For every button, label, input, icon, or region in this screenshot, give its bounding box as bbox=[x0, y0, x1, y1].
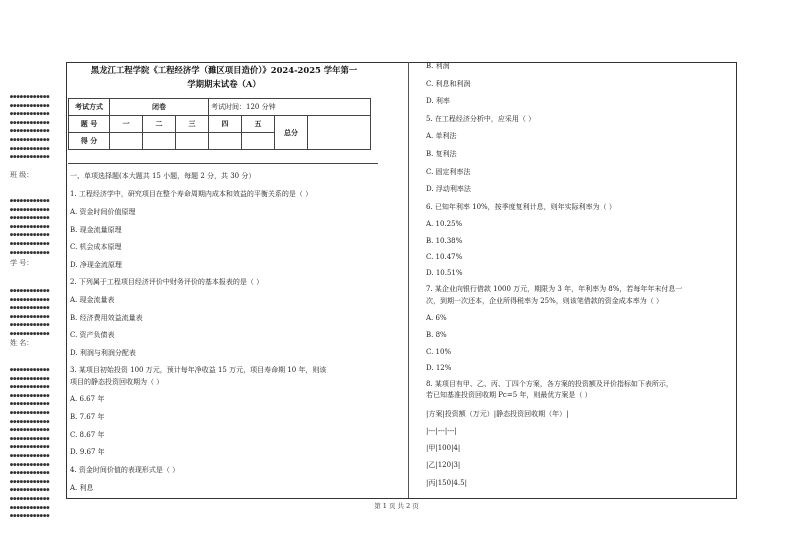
table-markdown-line: |丙|150|4.5| bbox=[426, 479, 467, 487]
section-heading: 一、单项选择题(本大题共 15 小题，每题 2 分，共 30 分） bbox=[70, 172, 256, 180]
option-line: A. 利息 bbox=[70, 484, 94, 492]
question-no-label: 题 号 bbox=[69, 116, 110, 133]
binding-dots: ●●●●●●●●●●●● ●●●●●●●●●●●● ●●●●●●●●●●●● ●●●●●●●●●●●● ●●●●●●●●●●●● ●●●●●●●●●●●● ●●●●●●●●●●●● ●●●●●●●●●●●● bbox=[10, 94, 50, 161]
exam-mode-label: 考试方式 bbox=[69, 99, 110, 116]
question-no-4: 四 bbox=[209, 116, 242, 133]
option-line: C. 利息和利润 bbox=[426, 80, 471, 88]
exam-info-table bbox=[68, 98, 371, 150]
option-line: B. 复利法 bbox=[426, 150, 457, 158]
score-label: 得 分 bbox=[69, 133, 110, 150]
option-line: C. 10.47% bbox=[426, 253, 463, 261]
option-line: D. 12% bbox=[426, 364, 452, 372]
question-8: 8. 某项目有甲、乙、丙、丁四个方案，各方案的投资额及评价指标如下表所示， bbox=[426, 380, 673, 388]
column-divider bbox=[408, 62, 409, 498]
option-line: B. 10.38% bbox=[426, 237, 463, 245]
option-line: B. 利润 bbox=[426, 62, 450, 70]
option-line: B. 7.67 年 bbox=[70, 413, 105, 421]
option-line: D. 10.51% bbox=[426, 269, 463, 277]
question-7: 7. 某企业向银行借款 1000 万元，期限为 3 年，年利率为 8%，若每年年末付息一 bbox=[426, 285, 683, 293]
option-line: C. 资产负债表 bbox=[70, 331, 115, 339]
option-line: A. 10.25% bbox=[426, 220, 463, 228]
exam-mode-value: 闭卷 bbox=[110, 99, 209, 116]
question-6: 6. 已知年利率 10%，按季度复利计息，则年实际利率为（ ） bbox=[426, 203, 616, 211]
option-line: D. 9.67 年 bbox=[70, 448, 105, 456]
name-label: 姓 名： bbox=[10, 339, 34, 347]
class-label: 班 级： bbox=[10, 171, 34, 179]
question-no-5: 五 bbox=[242, 116, 275, 133]
option-line: C. 机会成本原理 bbox=[70, 243, 122, 251]
exam-time: 考试时间：120 分钟 bbox=[209, 99, 371, 116]
option-line: B. 现金流量原理 bbox=[70, 226, 122, 234]
total-score-cell bbox=[308, 116, 371, 150]
option-line: D. 利率 bbox=[426, 97, 450, 105]
option-line: A. 现金流量表 bbox=[70, 296, 115, 304]
option-line: B. 经济费用效益流量表 bbox=[70, 314, 143, 322]
option-line: A. 资金时间价值原理 bbox=[70, 208, 136, 216]
option-line: A. 6.67 年 bbox=[70, 395, 105, 403]
exam-title-line2: 学期期末试卷（A） bbox=[187, 79, 261, 89]
option-line: D. 净现金流原理 bbox=[70, 261, 122, 269]
question-5: 5. 在工程经济分析中，应采用（ ） bbox=[426, 115, 536, 123]
table-markdown-line: |方案|投资额（万元）|静态投资回收期（年）| bbox=[426, 410, 569, 418]
question-1: 1. 工程经济学中，研究项目在整个寿命周期内成本和效益的平衡关系的是（ ） bbox=[70, 190, 313, 198]
exam-title-line1: 黑龙江工程学院《工程经济学（濉区项目造价）》2024-2025 学年第一 bbox=[90, 65, 358, 75]
page-footer: 第 1 页 共 2 页 bbox=[374, 502, 419, 510]
score-cell bbox=[143, 133, 176, 150]
question-4: 4. 资金时间价值的表现形式是（ ） bbox=[70, 466, 180, 474]
student-id-label: 学 号： bbox=[10, 259, 34, 267]
option-line: C. 8.67 年 bbox=[70, 431, 105, 439]
option-line: D. 浮动利率法 bbox=[426, 185, 471, 193]
binding-dots: ●●●●●●●●●●●● ●●●●●●●●●●●● ●●●●●●●●●●●● ●●●●●●●●●●●● ●●●●●●●●●●●● ●●●●●●●●●●●● ●●●●●●●●●●●● ●●●●●●●●●●●● ●●●●●●●●●●●● ●●●●●●●●●●●● ●●●●●●●●●●●● ●●●●●●●●●●●● ●●●●●●●●●●●● ●●●●●●●●●●●● ●●●●●●●●●●●● ●●●●●●●●●●●● ●●●●●●●●●●●● ●●●●●●●●●●●● bbox=[10, 367, 50, 520]
question-3-cont: 项目的静态投资回收期为（ ） bbox=[70, 378, 164, 386]
score-cell bbox=[209, 133, 242, 150]
question-no-1: 一 bbox=[110, 116, 143, 133]
binding-dots: ●●●●●●●●●●●● ●●●●●●●●●●●● ●●●●●●●●●●●● ●●●●●●●●●●●● ●●●●●●●●●●●● ●●●●●●●●●●●● ●●●●●●●●●●●● bbox=[10, 198, 50, 256]
table-markdown-line: |乙|120|3| bbox=[426, 461, 461, 469]
score-cell bbox=[176, 133, 209, 150]
section-rule bbox=[68, 163, 378, 164]
total-score-label: 总分 bbox=[275, 116, 308, 150]
question-2: 2. 下列属于工程项目经济评价中财务评价的基本报表的是（ ） bbox=[70, 278, 264, 286]
option-line: D. 利润与利润分配表 bbox=[70, 349, 136, 357]
option-line: A. 单利法 bbox=[426, 132, 457, 140]
question-3: 3. 某项目初始投资 100 万元，预计每年净收益 15 万元，项目寿命期 10 年，则该 bbox=[70, 366, 327, 374]
option-line: B. 8% bbox=[426, 331, 447, 339]
question-no-2: 二 bbox=[143, 116, 176, 133]
question-no-3: 三 bbox=[176, 116, 209, 133]
table-markdown-line: |---|---|---| bbox=[426, 427, 457, 435]
question-7-cont: 次，到期一次还本，企业所得税率为 25%，则该笔借款的资金成本率为（ ） bbox=[426, 297, 664, 305]
binding-dots: ●●●●●●●●●●●● ●●●●●●●●●●●● ●●●●●●●●●●●● ●●●●●●●●●●●● ●●●●●●●●●●●● ●●●●●●●●●●●● bbox=[10, 288, 50, 337]
option-line: C. 10% bbox=[426, 348, 452, 356]
option-line: A. 6% bbox=[426, 314, 447, 322]
score-cell bbox=[242, 133, 275, 150]
table-markdown-line: |甲|100|4| bbox=[426, 444, 461, 452]
question-8-cont: 若已知基准投资回收期 Pc=5 年，则最优方案是（ ） bbox=[426, 391, 592, 399]
score-cell bbox=[110, 133, 143, 150]
option-line: C. 固定利率法 bbox=[426, 168, 471, 176]
